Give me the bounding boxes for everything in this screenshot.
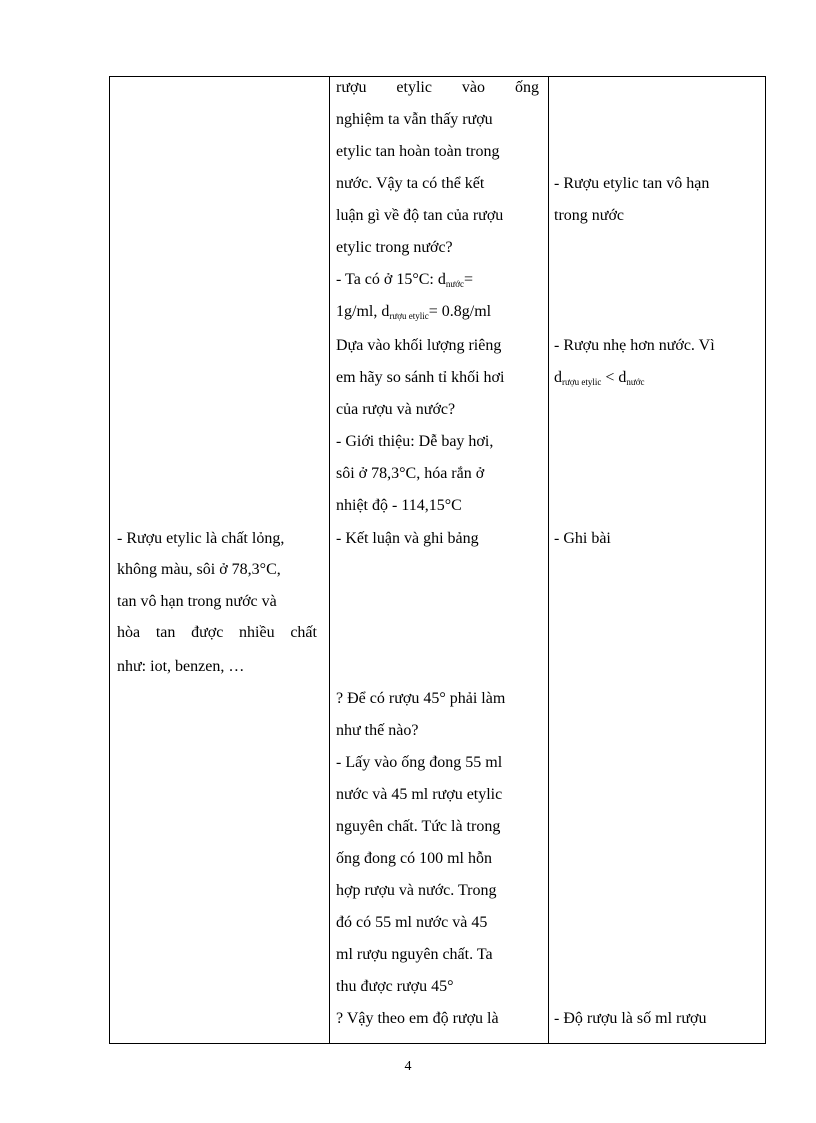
text-line bbox=[554, 368, 757, 388]
text-line bbox=[336, 78, 539, 98]
subscript: nước bbox=[445, 279, 465, 289]
text-line: etylic tan hoàn toàn trong bbox=[336, 143, 500, 160]
column-divider-2 bbox=[548, 77, 549, 1043]
text-part: = bbox=[464, 271, 474, 288]
text-line: đó có 55 ml nước và 45 bbox=[336, 914, 488, 931]
text-line: nước và 45 ml rượu etylic bbox=[336, 786, 503, 803]
text-line: - Lấy vào ống đong 55 ml bbox=[336, 754, 503, 771]
text-part: = 0.8g/ml bbox=[428, 303, 492, 320]
text-line: thu được rượu 45° bbox=[336, 978, 454, 995]
text-line: - Độ rượu là số ml rượu bbox=[554, 1010, 707, 1027]
text-line: sôi ở 78,3°C, hóa rắn ở bbox=[336, 465, 485, 482]
text-line: - Giới thiệu: Dễ bay hơi, bbox=[336, 433, 494, 450]
word: nhiều bbox=[239, 624, 275, 641]
subscript: rượu etylic bbox=[562, 377, 602, 387]
text-line: nhiệt độ - 114,15°C bbox=[336, 497, 462, 514]
word: chất bbox=[290, 624, 317, 641]
text-line bbox=[117, 623, 317, 643]
text-line: không màu, sôi ở 78,3°C, bbox=[117, 561, 281, 578]
text-line: như thế nào? bbox=[336, 722, 419, 739]
word: tan bbox=[155, 624, 176, 641]
text-line: của rượu và nước? bbox=[336, 401, 456, 418]
text-line: em hãy so sánh tỉ khối hơi bbox=[336, 369, 505, 386]
text-line: - Rượu etylic tan vô hạn bbox=[554, 175, 710, 192]
text-line: hợp rượu và nước. Trong bbox=[336, 882, 497, 899]
text-line: nước. Vậy ta có thể kết bbox=[336, 175, 485, 192]
text-line: ml rượu nguyên chất. Ta bbox=[336, 946, 493, 963]
text-line: - Rượu nhẹ hơn nước. Vì bbox=[554, 337, 715, 354]
text-part: 1g/ml, d bbox=[336, 303, 390, 320]
page-number: 4 bbox=[404, 1059, 412, 1074]
text-line: nghiệm ta vẫn thấy rượu bbox=[336, 111, 493, 128]
word: vào bbox=[461, 79, 486, 96]
word: hòa bbox=[117, 624, 141, 641]
text-part: < d bbox=[601, 369, 627, 386]
text-line bbox=[336, 302, 539, 322]
word: ống bbox=[514, 79, 539, 96]
text-line: - Rượu etylic là chất lỏng, bbox=[117, 530, 285, 547]
text-line: etylic trong nước? bbox=[336, 239, 453, 256]
text-line: - Kết luận và ghi bảng bbox=[336, 530, 479, 547]
text-part: d bbox=[554, 369, 562, 386]
text-line: luận gì về độ tan của rượu bbox=[336, 207, 504, 224]
text-line: trong nước bbox=[554, 207, 625, 224]
text-line: ? Để có rượu 45° phải làm bbox=[336, 690, 506, 707]
text-line: ống đong có 100 ml hỗn bbox=[336, 850, 492, 867]
subscript: nước bbox=[626, 377, 645, 387]
word: được bbox=[191, 624, 224, 641]
text-line: Dựa vào khối lượng riêng bbox=[336, 337, 502, 354]
word: rượu bbox=[336, 79, 367, 96]
subscript: rượu etylic bbox=[389, 311, 429, 321]
text-line bbox=[336, 270, 539, 290]
text-line: ? Vậy theo em độ rượu là bbox=[336, 1010, 499, 1027]
column-divider-1 bbox=[329, 77, 330, 1043]
text-line: - Ghi bài bbox=[554, 530, 611, 547]
text-line: nguyên chất. Tức là trong bbox=[336, 818, 501, 835]
text-part: - Ta có ở 15°C: d bbox=[336, 271, 446, 288]
text-line: như: iot, benzen, … bbox=[117, 658, 245, 675]
word: etylic bbox=[396, 79, 432, 96]
text-line: tan vô hạn trong nước và bbox=[117, 593, 277, 610]
